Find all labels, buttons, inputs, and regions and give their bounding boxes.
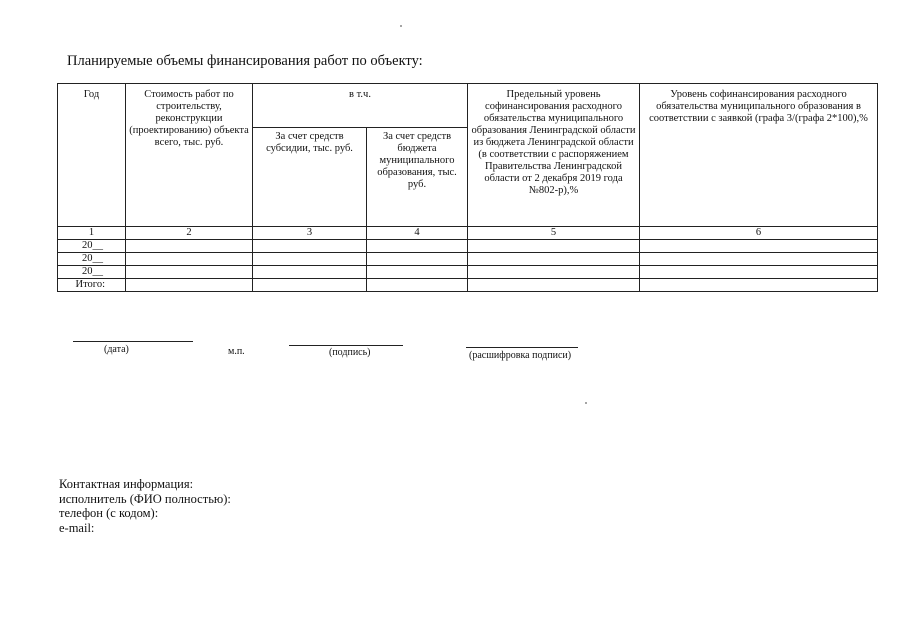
table-cell: [126, 266, 253, 279]
decoding-line: [466, 347, 578, 348]
table-cell: [253, 253, 367, 266]
header-cost: Стоимость работ по строительству, реконструкции (проектированию) объекта всего, тыс. руб.: [126, 84, 253, 227]
table-row: [58, 253, 878, 266]
page-title: Планируемые объемы финансирования работ по объекту:: [67, 53, 423, 69]
column-number: 3: [253, 227, 367, 240]
table-cell: [367, 279, 468, 292]
column-number: 2: [126, 227, 253, 240]
total-row: [58, 279, 878, 292]
phone-field: телефон (с кодом):: [59, 506, 159, 520]
table-cell: [367, 266, 468, 279]
date-line: [73, 341, 193, 342]
header-cofinancing-level: Уровень софинансирования расходного обязательства муниципального образования в соответствии с заявкой (графа 3/(графа 2*100),%: [640, 84, 878, 227]
table-cell: [367, 253, 468, 266]
stamp-label: м.п.: [228, 346, 245, 357]
table-cell: [468, 266, 640, 279]
table-row: [58, 240, 878, 253]
scan-speck: [585, 402, 587, 404]
contacts-heading: Контактная информация:: [59, 477, 194, 491]
email-field: e-mail:: [59, 520, 95, 535]
table-row: [58, 266, 878, 279]
header-max-level: Предельный уровень софинансирования расходного обязательства муниципального образования Ленинградской области из бюджета Ленинградской области (в соответствии с распоряжением Правительства Ленинградской области от 2 декабря 2019 года №802-р),%: [468, 84, 640, 227]
table-cell: [253, 240, 367, 253]
year-cell: 20__: [58, 240, 126, 253]
header-including: в т.ч.: [253, 84, 468, 128]
table-cell: [253, 266, 367, 279]
table-cell: [640, 240, 878, 253]
column-numbers-row: [58, 227, 878, 240]
table-cell: [126, 240, 253, 253]
column-number: 1: [58, 227, 126, 240]
decoding-label: (расшифровка подписи): [469, 350, 572, 361]
table-cell: [126, 279, 253, 292]
executor-field: исполнитель (ФИО полностью):: [59, 491, 231, 506]
column-number: 5: [468, 227, 640, 240]
column-number: 4: [367, 227, 468, 240]
scan-speck: [400, 25, 402, 27]
header-year: Год: [58, 84, 126, 227]
year-cell: 20__: [58, 253, 126, 266]
header-municipal-budget: За счет средств бюджета муниципального образования, тыс. руб.: [367, 128, 468, 227]
table-cell: [640, 266, 878, 279]
table-cell: [468, 279, 640, 292]
total-label: Итого:: [58, 279, 126, 292]
signature-line: [289, 345, 403, 346]
table-cell: [640, 279, 878, 292]
header-subsidy: За счет средств субсидии, тыс. руб.: [253, 128, 367, 227]
table-cell: [367, 240, 468, 253]
table-cell: [253, 279, 367, 292]
table-cell: [468, 253, 640, 266]
contact-info: [59, 477, 231, 535]
column-number: 6: [640, 227, 878, 240]
signature-label: (подпись): [329, 347, 371, 358]
year-cell: 20__: [58, 266, 126, 279]
financing-table: [57, 83, 878, 292]
table-cell: [640, 253, 878, 266]
table-cell: [126, 253, 253, 266]
table-cell: [468, 240, 640, 253]
date-label: (дата): [104, 344, 129, 355]
